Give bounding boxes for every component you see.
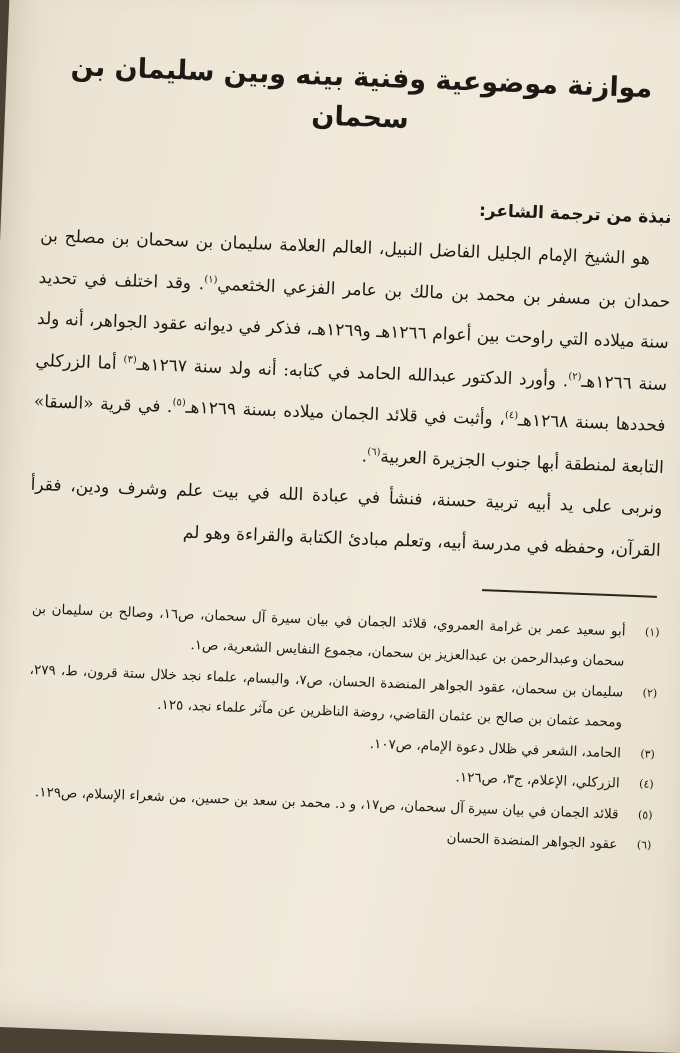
footnote-text: أبو سعيد عمر بن غرامة العمروي، قلائد الجمان في بيان سيرة آل سحمان، ص١٦، وصالح بن سليمان بن سحمان وعبدالرحمن بن عبدالعزيز بن سحمان، مجموع النفايس الشعرية، ص١. — [31, 600, 626, 670]
page-content — [17, 28, 680, 861]
footnote-ref-2: (٢) — [568, 370, 582, 383]
footnote-number: (٦) — [636, 838, 652, 852]
paragraph-1-part-3: . وأورد الدكتور عبدالله الحامد في كتابه: أنه ولد سنة ١٢٦٧هـ — [136, 354, 569, 391]
paragraph-1-part-1: هو الشيخ الإمام الجليل الفاضل النبيل، العالم العلامة سليمان بن سحمان بن مصلح بن حمدان بن مسفر بن محمد بن مالك بن عامر الفزعي الخثعمي — [39, 225, 671, 312]
footnote-text: الحامد، الشعر في ظلال دعوة الإمام، ص١٠٧. — [369, 735, 622, 762]
footnote-text: سليمان بن سحمان، عقود الجواهر المنضدة الحسان، ص٧، والبسام، علماء نجد خلال ستة قرون، ط، ٢٧٩، ومحمد عثمان بن صالح بن عثمان القاضي، روضة الناظرين عن مآثر علماء نجد، ١٢٥. — [29, 661, 624, 731]
footnote-ref-3: (٣) — [123, 353, 137, 366]
chapter-title: موازنة موضوعية وفنية بينه وبين سليمان بن سحمان — [70, 50, 653, 135]
paragraph-1-part-5: ، وأثبت في قلائد الجمان ميلاده بسنة ١٢٦٩هـ — [185, 397, 506, 430]
footnote-number: (٤) — [638, 777, 654, 791]
paragraph-1-part-2: . وقد اختلف في تحديد سنة ميلاده التي راوحت بين أعوام ١٢٦٦هـ و١٢٦٩هـ، فذكر في ديوانه عقود الجواهر، أنه ولد سنة ١٢٦٦هـ — [36, 267, 670, 395]
footnote-ref-6: (٦) — [367, 446, 381, 458]
footnote-number: (٥) — [637, 807, 653, 822]
footnote-text: قلائد الجمان في بيان سيرة آل سحمان، ص١٧، و د. محمد بن سعد بن حسين، من شعراء الإسلام، ص١٢٩. — [34, 783, 619, 823]
body-text — [28, 216, 680, 572]
footnotes — [17, 593, 666, 861]
footnote-number: (١) — [644, 624, 660, 639]
footnote-ref-5: (٥) — [172, 397, 186, 409]
footnote-text: الزركلي، الإعلام، ج٣، ص١٢٦. — [455, 769, 621, 792]
paragraph-1-part-4: أما الزركلي فحددها بسنة ١٢٦٨هـ — [35, 350, 666, 437]
footnote-number: (٢) — [642, 685, 658, 700]
paragraph-2: ونربى على يد أبيه تربية حسنة، فنشأ في عبادة الله في بيت علم وشرف ودين، فقرأ القرآن، وحفظه في مدرسة أبيه، وتعلم مبادئ الكتابة والقراءة وهو لم — [30, 474, 663, 561]
paragraph-1-part-6: . في قرية «السقا» التابعة لمنطقة أبها جنوب الجزيرة العربية — [33, 391, 665, 478]
footnote-ref-4: (٤) — [504, 409, 519, 422]
section-heading: نبذة من ترجمة الشاعر: — [478, 200, 672, 229]
footnote-number: (٣) — [640, 746, 656, 761]
paragraph-1 — [32, 216, 680, 489]
footnote-text: عقود الجواهر المنضدة الحسان — [446, 829, 618, 853]
paragraph-1-part-7: . — [361, 445, 368, 467]
footnote-ref-1: (١) — [204, 273, 218, 286]
footnote-divider — [482, 589, 657, 597]
